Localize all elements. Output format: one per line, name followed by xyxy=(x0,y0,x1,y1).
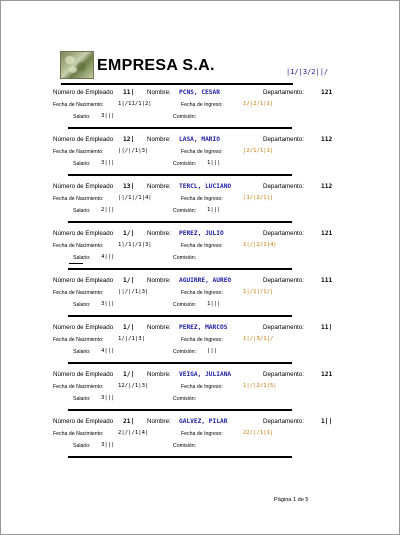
employee-number-label: Número de Empleado xyxy=(53,371,114,378)
employee-number-label: Número de Empleado xyxy=(53,418,114,425)
birth-date-label: Fecha de Nacimiento: xyxy=(53,337,104,343)
salary-underline xyxy=(69,263,83,264)
salary-value: 2||| xyxy=(101,207,115,213)
employee-name-value: PCNS, CESAR xyxy=(179,89,220,96)
name-label: Nombre: xyxy=(147,324,171,331)
salary-value: 3||| xyxy=(101,113,115,119)
employee-number-label: Número de Empleado xyxy=(53,324,114,331)
salary-label: Salario: xyxy=(73,302,91,308)
department-value: 121 xyxy=(321,230,333,237)
employee-number-value: 1/| xyxy=(123,324,135,331)
department-label: Departamento: xyxy=(263,277,304,284)
department-label: Departamento: xyxy=(263,324,304,331)
department-label: Departamento: xyxy=(263,136,304,143)
record-separator xyxy=(68,362,292,364)
salary-label: Salario: xyxy=(73,396,91,402)
hire-date-value: 1/|2/1|1| xyxy=(243,101,274,107)
hire-date-label: Fecha de Ingreso: xyxy=(181,196,223,202)
salary-label: Salario: xyxy=(73,114,91,120)
hire-date-label: Fecha de Ingreso: xyxy=(181,337,223,343)
birth-date-label: Fecha de Nacimiento: xyxy=(53,149,104,155)
employee-record xyxy=(1,321,399,367)
commission-label: Comisión: xyxy=(173,302,197,308)
department-value: 1|| xyxy=(321,418,333,425)
commission-value: 1||| xyxy=(207,301,221,307)
hire-date-value: 22/|/1|1| xyxy=(243,430,274,436)
department-label: Departamento: xyxy=(263,371,304,378)
department-value: 121 xyxy=(321,371,333,378)
department-value: 11| xyxy=(321,324,333,331)
department-label: Departamento: xyxy=(263,418,304,425)
department-value: 121 xyxy=(321,89,333,96)
hire-date-value: |1/|2/1|| xyxy=(243,195,274,201)
birth-date-value: 1|/11/1|2| xyxy=(118,101,152,107)
name-label: Nombre: xyxy=(147,89,171,96)
salary-value: 4||| xyxy=(101,254,115,260)
hire-date-value: 1|/|2/1|4| xyxy=(243,242,277,248)
employee-record xyxy=(1,274,399,320)
employee-number-label: Número de Empleado xyxy=(53,183,114,190)
salary-label: Salario: xyxy=(73,443,91,449)
commission-label: Comisión: xyxy=(173,443,197,449)
employee-number-value: 11| xyxy=(123,89,135,96)
employee-number-value: 13| xyxy=(123,183,135,190)
record-separator xyxy=(68,268,292,270)
birth-date-value: ||/1|/1|4| xyxy=(118,195,152,201)
commission-label: Comisión: xyxy=(173,255,197,261)
salary-label: Salario: xyxy=(73,208,91,214)
hire-date-value: 1|/1|/1/| xyxy=(243,289,274,295)
employee-number-label: Número de Empleado xyxy=(53,230,114,237)
employee-record xyxy=(1,86,399,132)
hire-date-value: 1|/|3/1|/ xyxy=(243,336,274,342)
employee-number-label: Número de Empleado xyxy=(53,277,114,284)
employee-record xyxy=(1,415,399,461)
commission-value: ||| xyxy=(207,348,218,354)
salary-label: Salario: xyxy=(73,255,91,261)
employee-number-label: Número de Empleado xyxy=(53,89,114,96)
salary-value: 3||| xyxy=(101,442,115,448)
hire-date-label: Fecha de Ingreso: xyxy=(181,431,223,437)
employee-name-value: LASA, MARIO xyxy=(179,136,220,143)
employee-number-value: 12| xyxy=(123,136,135,143)
hire-date-label: Fecha de Ingreso: xyxy=(181,384,223,390)
birth-date-label: Fecha de Nacimiento: xyxy=(53,243,104,249)
page-number: Página 1 de 5 xyxy=(274,497,309,503)
employee-name-value: PEREZ, JULIO xyxy=(179,230,224,237)
name-label: Nombre: xyxy=(147,230,171,237)
department-label: Departamento: xyxy=(263,89,304,96)
birth-date-label: Fecha de Nacimiento: xyxy=(53,102,104,108)
salary-value: 3||| xyxy=(101,160,115,166)
birth-date-value: 12/|/1|3| xyxy=(118,383,149,389)
employee-name-value: AGUIRRE, AUREO xyxy=(179,277,232,284)
hire-date-label: Fecha de Ingreso: xyxy=(181,102,223,108)
birth-date-value: 2|/|/1|4| xyxy=(118,430,149,436)
birth-date-label: Fecha de Nacimiento: xyxy=(53,431,104,437)
salary-value: 3||| xyxy=(101,301,115,307)
name-label: Nombre: xyxy=(147,277,171,284)
salary-value: 3||| xyxy=(101,395,115,401)
commission-label: Comisión: xyxy=(173,396,197,402)
commission-label: Comisión: xyxy=(173,114,197,120)
salary-label: Salario: xyxy=(73,161,91,167)
employee-record xyxy=(1,368,399,414)
record-separator xyxy=(68,127,292,129)
name-label: Nombre: xyxy=(147,136,171,143)
salary-value: 4||| xyxy=(101,348,115,354)
commission-value: 1||| xyxy=(207,207,221,213)
department-value: 111 xyxy=(321,277,333,284)
employee-number-value: 1/| xyxy=(123,230,135,237)
commission-label: Comisión: xyxy=(173,208,197,214)
header-rule xyxy=(61,83,293,85)
department-label: Departamento: xyxy=(263,230,304,237)
hire-date-value: 1|/|2/1|5| xyxy=(243,383,277,389)
birth-date-label: Fecha de Nacimiento: xyxy=(53,384,104,390)
employee-number-value: 1/| xyxy=(123,277,135,284)
record-separator xyxy=(68,315,292,317)
record-separator xyxy=(68,456,292,458)
employee-number-label: Número de Empleado xyxy=(53,136,114,143)
department-value: 112 xyxy=(321,183,333,190)
commission-label: Comisión: xyxy=(173,349,197,355)
birth-date-label: Fecha de Nacimiento: xyxy=(53,290,104,296)
hire-date-label: Fecha de Ingreso: xyxy=(181,243,223,249)
record-separator xyxy=(68,174,292,176)
salary-label: Salario: xyxy=(73,349,91,355)
commission-value: 1||| xyxy=(207,160,221,166)
employee-record xyxy=(1,227,399,273)
commission-label: Comisión: xyxy=(173,161,197,167)
birth-date-value: 1/|/1|3| xyxy=(118,336,145,342)
employee-name-value: PEREZ, MARCOS xyxy=(179,324,228,331)
employee-name-value: GALVEZ, PILAR xyxy=(179,418,228,425)
record-separator xyxy=(68,409,292,411)
employee-record xyxy=(1,180,399,226)
report-date: |1/|3/2||/ xyxy=(286,68,329,76)
hire-date-value: |2/1/1|1| xyxy=(243,148,274,154)
employee-record xyxy=(1,133,399,179)
birth-date-value: ||/|/1|3| xyxy=(118,148,149,154)
birth-date-value: ||/|/1|3| xyxy=(118,289,149,295)
name-label: Nombre: xyxy=(147,418,171,425)
employee-name-value: TERCL, LUCIANO xyxy=(179,183,232,190)
employee-number-value: 21| xyxy=(123,418,135,425)
employee-name-value: VEIGA, JULIANA xyxy=(179,371,232,378)
department-value: 112 xyxy=(321,136,333,143)
department-label: Departamento: xyxy=(263,183,304,190)
hire-date-label: Fecha de Ingreso: xyxy=(181,290,223,296)
name-label: Nombre: xyxy=(147,371,171,378)
name-label: Nombre: xyxy=(147,183,171,190)
hire-date-label: Fecha de Ingreso: xyxy=(181,149,223,155)
birth-date-value: 1|/1|/1|3| xyxy=(118,242,152,248)
company-name: EMPRESA S.A. xyxy=(97,57,215,74)
record-separator xyxy=(68,221,292,223)
birth-date-label: Fecha de Nacimiento: xyxy=(53,196,104,202)
employee-number-value: 1/| xyxy=(123,371,135,378)
company-logo xyxy=(60,51,94,79)
